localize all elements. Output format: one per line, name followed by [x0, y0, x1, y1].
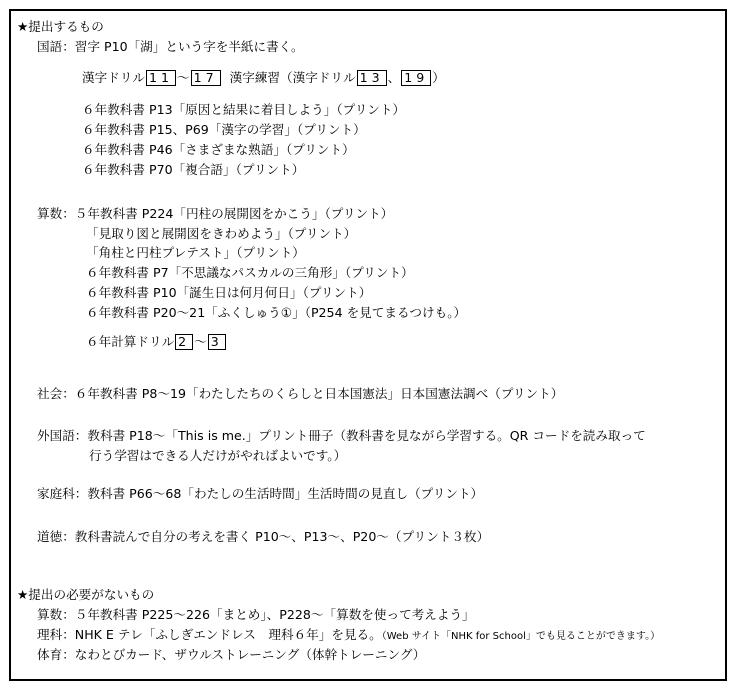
not-required-sansu: 算数：５年教科書 P225〜226「まとめ」、P228〜「算数を使って考えよう」 — [37, 607, 475, 622]
sansu-item: 「見取り図と展開図をきわめよう」（プリント） — [86, 226, 357, 241]
sansu-drill-line — [86, 334, 227, 350]
drill-page-box: 3 — [208, 334, 226, 350]
kokugo-drill-line — [82, 70, 445, 86]
kokugo-item: ６年教科書 P70「複合語」（プリント） — [82, 162, 305, 177]
shakai-line: 社会：６年教科書 P8〜19「わたしたちのくらしと日本国憲法」日本国憲法調べ（プリント） — [37, 386, 564, 401]
sansu-item: ６年教科書 P7「不思議なパスカルの三角形」（プリント） — [86, 265, 414, 280]
drill-page-box: 11 — [146, 70, 176, 86]
katei-line: 家庭科：教科書 P66〜68「わたしの生活時間」生活時間の見直し（プリント） — [37, 486, 484, 501]
drill-page-box: 13 — [357, 70, 387, 86]
section-title-not-required: ★提出の必要がないもの — [17, 587, 155, 602]
drill-page-box: 17 — [191, 70, 221, 86]
sansu-item: ６年教科書 P20〜21「ふくしゅう①」（P254 を見てまるつけも。） — [86, 305, 467, 320]
tilde: 〜 — [177, 70, 190, 85]
sansu-line: 算数：５年教科書 P224「円柱の展開図をかこう」（プリント） — [37, 206, 394, 221]
drill-prefix: ６年計算ドリル — [86, 334, 175, 349]
rika-note: （Web サイト「NHK for School」でも見ることができます。） — [381, 631, 661, 642]
drill-page-box: 19 — [401, 70, 431, 86]
drill-page-box: 2 — [175, 334, 193, 350]
section-title-submit: ★提出するもの — [17, 19, 104, 34]
sep: 、 — [387, 70, 401, 85]
close-paren: ） — [432, 70, 445, 85]
drill-mid: 漢字練習（漢字ドリル — [229, 70, 356, 85]
not-required-taiiku: 体育：なわとびカード、ザウルストレーニング（体幹トレーニング） — [37, 647, 426, 662]
sansu-item: 「角柱と円柱プレテスト」（プリント） — [86, 245, 305, 260]
not-required-rika — [37, 627, 660, 645]
sansu-item: ６年教科書 P10「誕生日は何月何日」（プリント） — [86, 285, 372, 300]
kokugo-item: ６年教科書 P15、P69「漢字の学習」（プリント） — [82, 122, 366, 137]
kokugo-item: ６年教科書 P13「原因と結果に着目しよう」（プリント） — [82, 102, 406, 117]
tilde: 〜 — [194, 334, 207, 349]
gaikokugo-line: 外国語：教科書 P18〜「This is me.」プリント冊子（教科書を見ながら学習する。QR コードを読み取って — [37, 428, 646, 443]
drill-prefix: 漢字ドリル — [82, 70, 145, 85]
rika-main: 理科：NHK E テレ「ふしぎエンドレス 理科６年」を見る。 — [37, 627, 382, 642]
kokugo-item: ６年教科書 P46「さまざまな熟語」（プリント） — [82, 142, 355, 157]
dotoku-line: 道徳：教科書読んで自分の考えを書く P10〜、P13〜、P20〜（プリント３枚） — [37, 529, 490, 544]
gaikokugo-line-cont: 行う学習はできる人だけがやればよいです。） — [89, 448, 347, 463]
kokugo-line: 国語：習字 P10「湖」という字を半紙に書く。 — [37, 39, 304, 54]
